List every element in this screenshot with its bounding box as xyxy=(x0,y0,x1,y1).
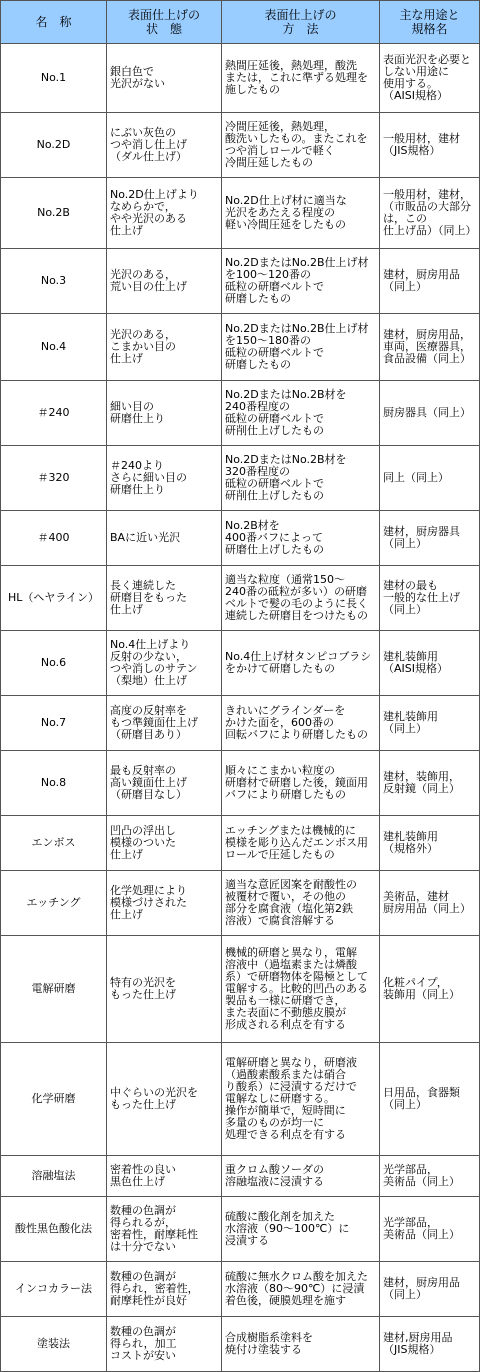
cell-state: 中ぐらいの光沢を もった仕上げ xyxy=(107,1043,222,1156)
table-row xyxy=(1,1317,480,1372)
cell-name: No.7 xyxy=(1,696,107,751)
cell-method: エッチングまたは機械的に 模様を彫り込んだエンボス用 ロールで圧延したもの xyxy=(222,816,380,871)
cell-method: 電解研磨と異なり，研磨液 （過酸素酸系または硝合 り酸系）に浸漬するだけで 電解なしに研磨する。 操作が簡単で，短時間に 多量のものが均一に 処理できる利点を有する xyxy=(222,1043,380,1156)
cell-state: 密着性の良い 黒色仕上げ xyxy=(107,1156,222,1197)
cell-method: 機械的研磨と異なり，電解 溶液中（過塩素または燐酸 系）で研磨物体を陽極として 電解する。比較的凹凸のある 製品も一様に研磨でき， また表面に不動態皮膜が 形成される利点を有する xyxy=(222,936,380,1043)
cell-method: No.2DまたはNo.2B仕上げ材 を100～120番の 砥粒の研磨ベルトで 研磨したもの xyxy=(222,249,380,314)
cell-name: 酸性黒色酸化法 xyxy=(1,1197,107,1262)
cell-use: 一般用材，建材 （JIS規格） xyxy=(380,113,480,178)
cell-use: 同上（同上） xyxy=(380,446,480,511)
cell-method: No.2B材を 400番バフによって 研磨仕上げしたもの xyxy=(222,511,380,566)
cell-state: No.2D仕上げより なめらかで， やや光沢のある 仕上げ xyxy=(107,178,222,249)
cell-use: 建材，厨房用品 （同上） xyxy=(380,1262,480,1317)
cell-name: エッチング xyxy=(1,871,107,936)
cell-use: 化粧パイプ， 装飾用（同上） xyxy=(380,936,480,1043)
cell-name: ＃400 xyxy=(1,511,107,566)
cell-name: No.2B xyxy=(1,178,107,249)
header-row xyxy=(1,1,480,44)
cell-method: No.4仕上げ材タンピコブラシ をかけて研磨したもの xyxy=(222,631,380,696)
cell-state: 光沢のある， 荒い目の仕上げ xyxy=(107,249,222,314)
table-row xyxy=(1,1262,480,1317)
table-row xyxy=(1,566,480,631)
cell-state: BAに近い光沢 xyxy=(107,511,222,566)
cell-name: 溶融塩法 xyxy=(1,1156,107,1197)
cell-method: 適当な意匠図案を耐酸性の 被覆材で覆い，その他の 部分を腐食液（塩化第2鉄 溶液）で腐食溶解する xyxy=(222,871,380,936)
cell-state: ＃240より さらに細い目の 研磨仕上り xyxy=(107,446,222,511)
cell-method: 熱間圧延後，熱処理，酸洗 または，これに準ずる処理を 施したもの xyxy=(222,44,380,113)
cell-use: 建札装飾用 （同上） xyxy=(380,696,480,751)
table-row xyxy=(1,1043,480,1156)
cell-state: 光沢のある， こまかい目の 仕上げ xyxy=(107,314,222,381)
table-row xyxy=(1,816,480,871)
cell-name: 塗装法 xyxy=(1,1317,107,1372)
table-row xyxy=(1,249,480,314)
cell-use: 建札装飾用 （規格外） xyxy=(380,816,480,871)
cell-method: きれいにグラインダーを かけた面を，600番の 回転バフにより研磨したもの xyxy=(222,696,380,751)
cell-method: No.2DまたはNo.2B材を 320番程度の 砥粒の研磨ベルトで 研削仕上げしたもの xyxy=(222,446,380,511)
cell-name: ＃240 xyxy=(1,381,107,446)
cell-state: 数種の色調が 得られ，加工 コストが安い xyxy=(107,1317,222,1372)
cell-state: 細い目の 研磨仕上り xyxy=(107,381,222,446)
table-row xyxy=(1,1197,480,1262)
cell-method: 適当な粒度（通常150～ 240番の砥粒が多い）の研磨 ベルトで髪の毛のように長く 連続した研磨目をつけたもの xyxy=(222,566,380,631)
header-name: 名 称 xyxy=(1,1,107,44)
cell-method: 冷間圧延後，熱処理， 酸洗いしたもの。またこれを つや消しロールで軽く 冷間圧延したもの xyxy=(222,113,380,178)
header-use: 主な用途と 規格名 xyxy=(380,1,480,44)
cell-state: 凹凸の浮出し 模様のついた 仕上げ xyxy=(107,816,222,871)
cell-name: インコカラー法 xyxy=(1,1262,107,1317)
table-row xyxy=(1,631,480,696)
table-row xyxy=(1,314,480,381)
cell-use: 美術品，建材 厨房用品（同上） xyxy=(380,871,480,936)
cell-name: HL（ヘヤライン） xyxy=(1,566,107,631)
table-row xyxy=(1,446,480,511)
cell-name: エンボス xyxy=(1,816,107,871)
cell-state: 長く連続した 研磨目をもった 仕上げ xyxy=(107,566,222,631)
cell-method: No.2DまたはNo.2B材を 240番程度の 砥粒の研磨ベルトで 研削仕上げしたもの xyxy=(222,381,380,446)
cell-method: 順々にこまかい粒度の 研磨材で研磨した後，鏡面用 バフにより研磨したもの xyxy=(222,751,380,816)
cell-name: 化学研磨 xyxy=(1,1043,107,1156)
cell-use: 一般用材，建材， （市販品の大部分 は，この 仕上げ品）（同上） xyxy=(380,178,480,249)
cell-state: 特有の光沢を もった仕上げ xyxy=(107,936,222,1043)
cell-method: 硫酸に無水クロム酸を加えた 水溶液（80～90℃）に浸漬 着色後，硬膜処理を施す xyxy=(222,1262,380,1317)
table-row xyxy=(1,511,480,566)
cell-use: 建材，装飾用， 反射鏡（同上） xyxy=(380,751,480,816)
cell-name: No.1 xyxy=(1,44,107,113)
cell-method: No.2DまたはNo.2B仕上げ材 を150～180番の 砥粒の研磨ベルトで 研磨したもの xyxy=(222,314,380,381)
cell-name: ＃320 xyxy=(1,446,107,511)
cell-method: 重クロム酸ソーダの 溶融塩液に浸漬する xyxy=(222,1156,380,1197)
table-row xyxy=(1,751,480,816)
cell-method: No.2D仕上げ材に適当な 光沢をあたえる程度の 軽い冷間圧延をしたもの xyxy=(222,178,380,249)
cell-method: 合成樹脂系塗料を 焼付け塗装する xyxy=(222,1317,380,1372)
header-method: 表面仕上げの 方 法 xyxy=(222,1,380,44)
header-state: 表面仕上げの 状 態 xyxy=(107,1,222,44)
cell-use: 光学部品， 美術品（同上） xyxy=(380,1197,480,1262)
table-row xyxy=(1,44,480,113)
table-row xyxy=(1,1156,480,1197)
cell-state: 銀白色で 光沢がない xyxy=(107,44,222,113)
table-row xyxy=(1,696,480,751)
cell-name: No.6 xyxy=(1,631,107,696)
cell-use: 建材の最も 一般的な仕上げ （同上） xyxy=(380,566,480,631)
cell-name: No.2D xyxy=(1,113,107,178)
cell-name: 電解研磨 xyxy=(1,936,107,1043)
cell-name: No.4 xyxy=(1,314,107,381)
cell-name: No.8 xyxy=(1,751,107,816)
table-row xyxy=(1,381,480,446)
table-row xyxy=(1,936,480,1043)
cell-use: 表面光沢を必要と しない用途に 使用する。 （AISI規格） xyxy=(380,44,480,113)
cell-use: 建材,厨房用品 （JIS規格） xyxy=(380,1317,480,1372)
cell-state: 数種の色調が 得られるが， 密着性，耐摩耗性 は十分でない xyxy=(107,1197,222,1262)
cell-use: 光学部品， 美術品（同上） xyxy=(380,1156,480,1197)
cell-use: 厨房器具（同上） xyxy=(380,381,480,446)
cell-state: 最も反射率の 高い鏡面仕上げ （研磨目なし） xyxy=(107,751,222,816)
table-row xyxy=(1,113,480,178)
cell-method: 硫酸に酸化剤を加えた 水溶液（90～100℃）に 浸漬する xyxy=(222,1197,380,1262)
cell-state: 高度の反射率を もつ準鏡面仕上げ （研磨目あり） xyxy=(107,696,222,751)
cell-state: 数種の色調が 得られ，密着性， 耐摩耗性が良好 xyxy=(107,1262,222,1317)
cell-state: No.4仕上げより 反射の少ない， つや消しのサテン （梨地）仕上げ xyxy=(107,631,222,696)
cell-state: 化学処理により 模様づけされた 仕上げ xyxy=(107,871,222,936)
cell-use: 建材，厨房用品 （同上） xyxy=(380,249,480,314)
table-row xyxy=(1,178,480,249)
cell-name: No.3 xyxy=(1,249,107,314)
cell-use: 建材，厨房用品， 車両，医療器具， 食品設備（同上） xyxy=(380,314,480,381)
cell-use: 建材，厨房器具 （同上） xyxy=(380,511,480,566)
cell-use: 建札装飾用 （AISI規格） xyxy=(380,631,480,696)
table-row xyxy=(1,871,480,936)
cell-use: 日用品，食器類 （同上） xyxy=(380,1043,480,1156)
cell-state: にぶい灰色の つや消し仕上げ （ダル仕上げ） xyxy=(107,113,222,178)
